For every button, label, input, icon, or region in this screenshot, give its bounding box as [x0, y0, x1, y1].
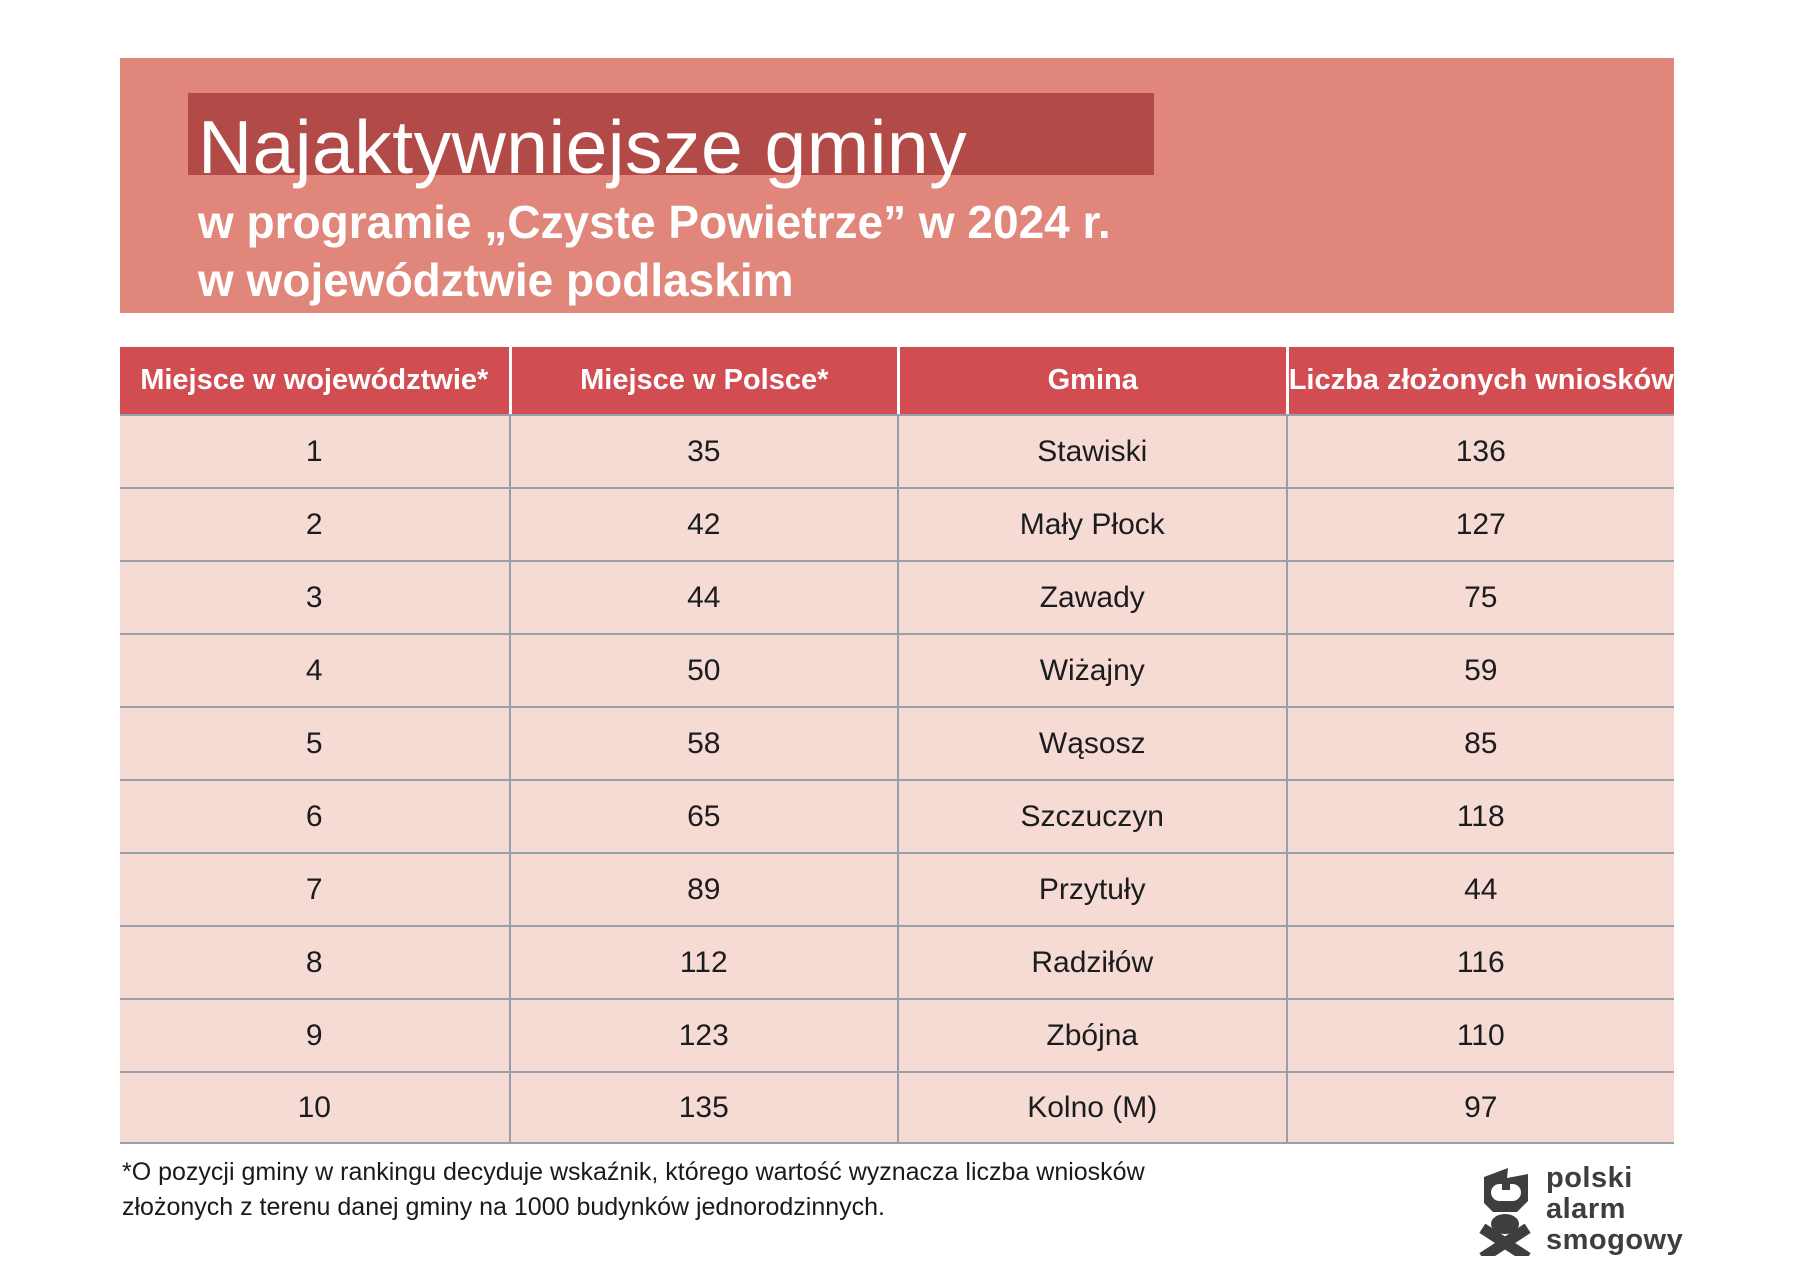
- page-subtitle: [198, 193, 1111, 309]
- logo-line-2: alarm: [1546, 1193, 1626, 1225]
- column-header-gmina: Gmina: [897, 347, 1286, 414]
- page-title: Najaktywniejsze gminy: [198, 105, 968, 189]
- table-cell: Wiżajny: [897, 633, 1286, 706]
- table-row: [120, 925, 1674, 998]
- table-cell: 123: [509, 998, 898, 1071]
- table-cell: 42: [509, 487, 898, 560]
- table-cell: 75: [1286, 560, 1675, 633]
- table-cell: 116: [1286, 925, 1675, 998]
- table-cell: 8: [120, 925, 509, 998]
- table-cell: Mały Płock: [897, 487, 1286, 560]
- table-cell: 135: [509, 1071, 898, 1144]
- table-cell: 10: [120, 1071, 509, 1144]
- logo-line-1: polski: [1546, 1162, 1633, 1194]
- table-cell: Szczuczyn: [897, 779, 1286, 852]
- table-cell: 65: [509, 779, 898, 852]
- skull-gas-mask-crossbones-icon: [1478, 1166, 1534, 1256]
- logo-line-3: smogowy: [1546, 1224, 1684, 1256]
- table-cell: Zbójna: [897, 998, 1286, 1071]
- polski-alarm-smogowy-logo: [1478, 1163, 1683, 1256]
- table-cell: 9: [120, 998, 509, 1071]
- table-row: [120, 487, 1674, 560]
- table-cell: 44: [509, 560, 898, 633]
- subtitle-line-1: w programie „Czyste Powietrze” w 2024 r.: [198, 196, 1111, 248]
- table-cell: 4: [120, 633, 509, 706]
- table-cell: Kolno (M): [897, 1071, 1286, 1144]
- table-cell: 85: [1286, 706, 1675, 779]
- column-header-place-voivodeship: Miejsce w województwie*: [120, 347, 509, 414]
- subtitle-line-2: w województwie podlaskim: [198, 254, 794, 306]
- table-cell: 35: [509, 414, 898, 487]
- table-cell: Zawady: [897, 560, 1286, 633]
- table-row: [120, 414, 1674, 487]
- table-cell: 136: [1286, 414, 1675, 487]
- table-cell: 3: [120, 560, 509, 633]
- table-cell: 1: [120, 414, 509, 487]
- table-row: [120, 633, 1674, 706]
- logo-text: [1546, 1163, 1683, 1256]
- table-row: [120, 998, 1674, 1071]
- table-cell: 112: [509, 925, 898, 998]
- table-row: [120, 779, 1674, 852]
- table-cell: 59: [1286, 633, 1675, 706]
- table-cell: 50: [509, 633, 898, 706]
- ranking-table: [120, 347, 1674, 1144]
- table-cell: Stawiski: [897, 414, 1286, 487]
- table-cell: Przytuły: [897, 852, 1286, 925]
- table-row: [120, 706, 1674, 779]
- footnote-line-1: *O pozycji gminy w rankingu decyduje wskaźnik, którego wartość wyznacza liczba wniosków: [122, 1158, 1145, 1186]
- header-band: [120, 58, 1674, 313]
- footnote-line-2: złożonych z terenu danej gminy na 1000 budynków jednorodzinnych.: [122, 1193, 885, 1221]
- table-cell: 44: [1286, 852, 1675, 925]
- table-row: [120, 1071, 1674, 1144]
- table-row: [120, 852, 1674, 925]
- table-cell: 97: [1286, 1071, 1675, 1144]
- table-header-row: [120, 347, 1674, 414]
- table-cell: 5: [120, 706, 509, 779]
- table-cell: 110: [1286, 998, 1675, 1071]
- table-cell: 2: [120, 487, 509, 560]
- table-cell: 58: [509, 706, 898, 779]
- table-cell: Wąsosz: [897, 706, 1286, 779]
- table-cell: 7: [120, 852, 509, 925]
- table-cell: 6: [120, 779, 509, 852]
- footnote: [122, 1155, 1145, 1225]
- column-header-place-poland: Miejsce w Polsce*: [509, 347, 898, 414]
- table-cell: 127: [1286, 487, 1675, 560]
- table-row: [120, 560, 1674, 633]
- table-cell: Radziłów: [897, 925, 1286, 998]
- table-cell: 118: [1286, 779, 1675, 852]
- table-cell: 89: [509, 852, 898, 925]
- column-header-applications: Liczba złożonych wniosków: [1286, 347, 1675, 414]
